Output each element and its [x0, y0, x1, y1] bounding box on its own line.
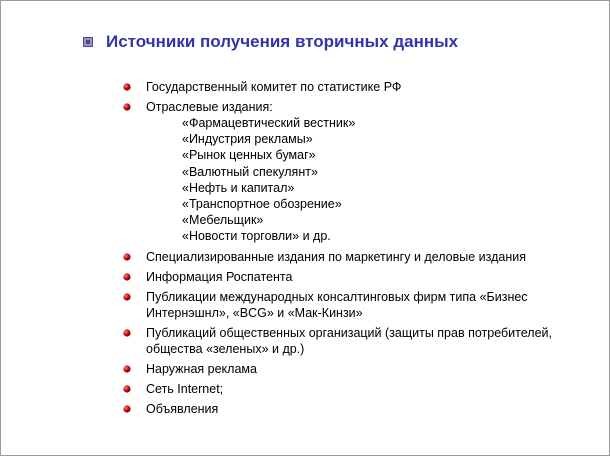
square-bullet-icon	[83, 37, 93, 47]
list-item	[121, 401, 591, 417]
red-bullet-icon	[123, 329, 131, 337]
red-bullet-icon	[123, 83, 131, 91]
red-bullet-icon	[123, 103, 131, 111]
list-item-text: Объявления	[146, 401, 219, 416]
sub-list-item: «Нефть и капитал»	[182, 180, 295, 195]
red-bullet-icon	[123, 273, 131, 281]
list-item-text: Публикации международных консалтинговых фирм типа «Бизнес Интернэшнл», «BCG» и «Мак-Кинзи»	[146, 289, 528, 320]
red-bullet-icon	[123, 293, 131, 301]
slide-title: Источники получения вторичных данных	[106, 32, 459, 51]
sub-list-item: «Индустрия рекламы»	[182, 132, 313, 147]
list-item-text: Специализированные издания по маркетингу и деловые издания	[146, 249, 527, 264]
sub-list-item: «Валютный спекулянт»	[182, 164, 318, 179]
list-item	[121, 79, 591, 95]
red-bullet-icon	[123, 365, 131, 373]
sub-list-item: «Рынок ценных бумаг»	[182, 148, 316, 163]
list-item	[121, 269, 591, 285]
list-item-text: Информация Роспатента	[146, 269, 293, 284]
sub-list-item: «Мебельщик»	[182, 213, 264, 228]
sub-list-item: «Транспортное обозрение»	[182, 197, 342, 212]
sub-list-item: «Фармацевтический вестник»	[182, 116, 356, 130]
list-item-text: Наружная реклама	[146, 361, 257, 376]
list-item-text: Государственный комитет по статистике РФ	[146, 80, 402, 94]
list-item-text: Сеть Internet;	[146, 381, 224, 396]
list-item-text: Отраслевые издания:	[146, 100, 273, 114]
list-item	[121, 381, 591, 397]
title-row	[83, 32, 458, 52]
list-item	[121, 361, 591, 377]
list-item	[121, 99, 591, 245]
bullet-list	[121, 79, 591, 421]
red-bullet-icon	[123, 253, 131, 261]
list-item	[121, 249, 591, 265]
sub-list	[146, 115, 591, 245]
list-item	[121, 289, 591, 321]
list-item-text: Публикаций общественных организаций (защиты прав потребителей, общества «зеленых» и др.)	[146, 325, 552, 356]
sub-list-item: «Новости торговли» и др.	[182, 229, 331, 244]
list-item	[121, 325, 591, 357]
red-bullet-icon	[123, 385, 131, 393]
red-bullet-icon	[123, 405, 131, 413]
